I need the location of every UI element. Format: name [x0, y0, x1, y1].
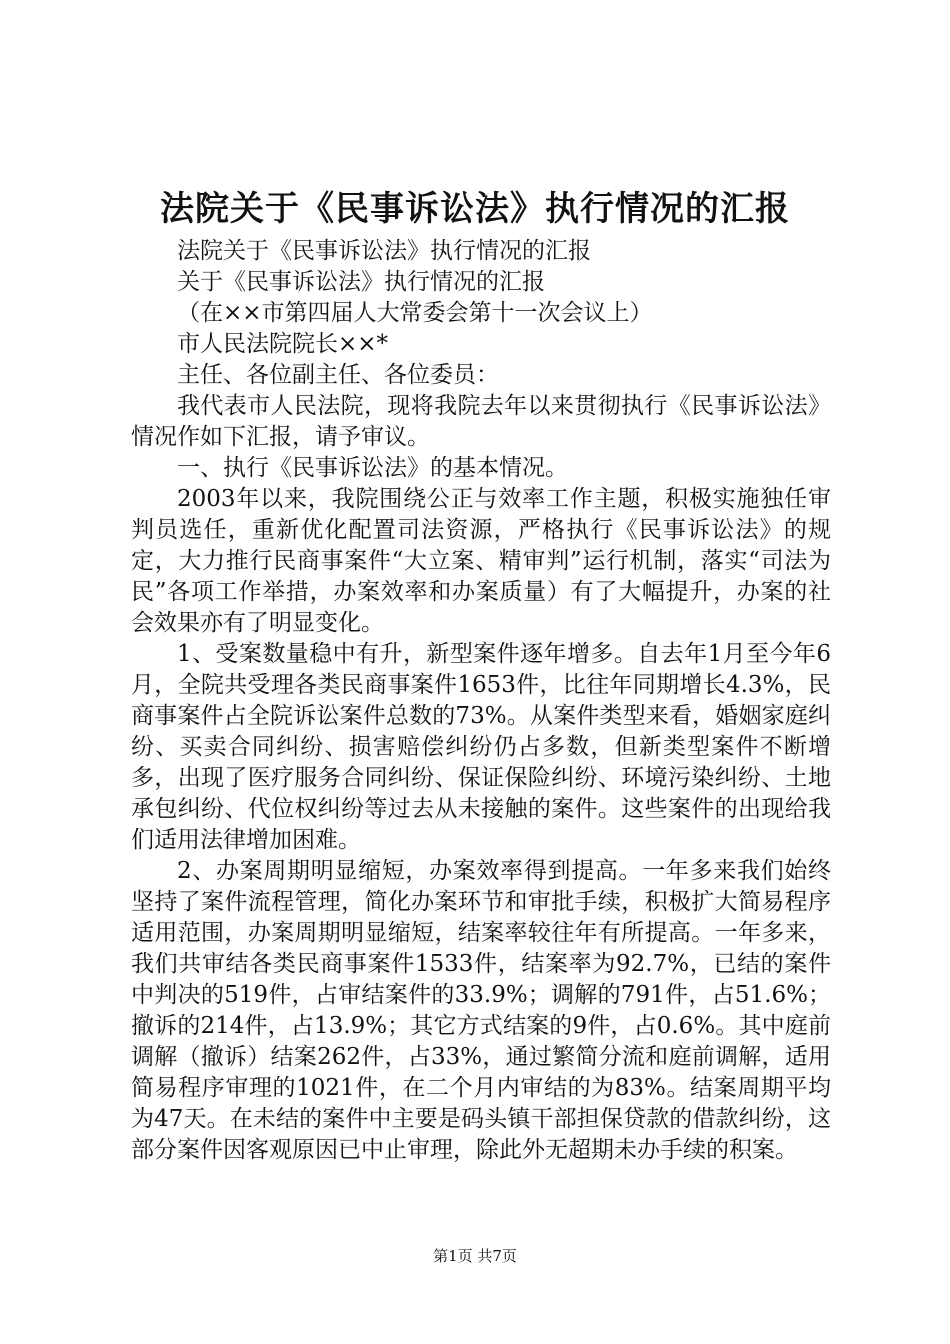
paragraph-point-1: 1、受案数量稳中有升，新型案件逐年增多。自去年1月至今年6月，全院共受理各类民商事案件1653件，比往年同期增长4.3%，民商事案件占全院诉讼案件总数的73%。从案件类型来看，婚姻家庭纠纷、买卖合同纠纷、损害赔偿纠纷仍占多数，但新类型案件不断增多，出现了医疗服务合同纠纷、保证保险纠纷、环境污染纠纷、土地承包纠纷、代位权纠纷等过去从未接触的案件。这些案件的出现给我们适用法律增加困难。 [131, 641, 831, 853]
paragraph-title-repeat: 法院关于《民事诉讼法》执行情况的汇报 [177, 238, 591, 264]
paragraph-intro: 我代表市人民法院，现将我院去年以来贯彻执行《民事诉讼法》情况作如下汇报，请予审议。 [131, 393, 831, 450]
paragraph-subtitle: 关于《民事诉讼法》执行情况的汇报 [177, 269, 545, 295]
paragraph-point-2: 2、办案周期明显缩短，办案效率得到提高。一年多来我们始终坚持了案件流程管理，简化办案环节和审批手续，积极扩大简易程序适用范围，办案周期明显缩短，结案率较往年有所提高。一年多来，我们共审结各类民商事案件1533件，结案率为92.7%，已结的案件中判决的519件，占审结案件的33.9%；调解的791件，占51.6%；撤诉的214件，占13.9%；其它方式结案的9件，占0.6%。其中庭前调解（撤诉）结案262件，占33%，通过繁简分流和庭前调解，适用简易程序审理的1021件，在二个月内审结的为83%。结案周期平均为47天。在未结的案件中主要是码头镇干部担保贷款的借款纠纷，这部分案件因客观原因已中止审理，除此外无超期未办手续的积案。 [131, 858, 831, 1163]
page-footer: 第1页 共7页 [433, 1247, 517, 1265]
paragraph-section-heading: 一、执行《民事诉讼法》的基本情况。 [177, 455, 568, 481]
document-title: 法院关于《民事诉讼法》执行情况的汇报 [160, 189, 790, 229]
document-body [131, 236, 831, 1166]
paragraph-salutation: 主任、各位副主任、各位委员： [177, 362, 499, 388]
paragraph-overview: 2003年以来，我院围绕公正与效率工作主题，积极实施独任审判员选任，重新优化配置司法资源，严格执行《民事诉讼法》的规定，大力推行民商事案件“大立案、精审判”运行机制，落实“司法为民”各项工作举措，办案效率和办案质量）有了大幅提升，办案的社会效果亦有了明显变化。 [131, 486, 831, 636]
paragraph-speaker: 市人民法院院长××* [177, 331, 389, 357]
paragraph-meeting-note: （在××市第四届人大常委会第十一次会议上） [177, 300, 653, 326]
